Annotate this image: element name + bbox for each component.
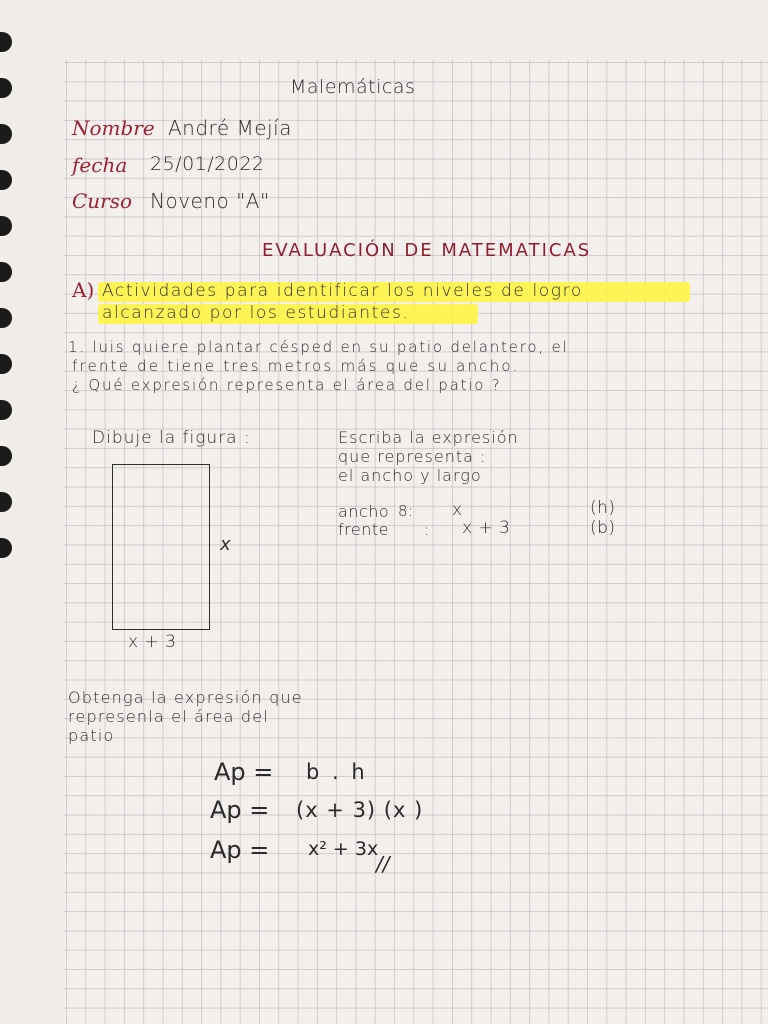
width-separator: 8: — [398, 502, 414, 520]
width-tag: (h) — [590, 498, 616, 518]
section-line-2: alcanzado por los estudiantes. — [102, 303, 410, 323]
expression-prompt-3: el ancho y largo — [338, 466, 482, 485]
section-line-1: Actividades para identificar los niveles de logro — [102, 281, 583, 301]
date-label: fecha — [72, 153, 128, 177]
patio-rectangle — [112, 464, 210, 630]
equation-3-lhs: Ap = — [210, 836, 270, 864]
equation-2-rhs: (x + 3) (x ) — [296, 798, 424, 822]
area-prompt-2: represenla el área del — [68, 707, 269, 726]
equation-1-lhs: Ap = — [214, 758, 274, 786]
front-separator: : — [424, 520, 430, 539]
rectangle-bottom-label: x + 3 — [128, 632, 177, 652]
expression-prompt-1: Escriba la expresión — [338, 428, 519, 447]
section-letter: A) — [72, 278, 95, 302]
course-label: Curso — [72, 189, 133, 213]
area-prompt-3: patio — [68, 726, 115, 745]
subject-title: Malemáticas — [290, 76, 416, 98]
width-label: ancho — [338, 502, 390, 521]
name-value: André Mejía — [168, 116, 292, 140]
evaluation-title: EVALUACIÓN DE MATEMATICAS — [262, 240, 592, 261]
equation-3-rhs: x² + 3x — [308, 838, 379, 860]
name-label: Nombre — [72, 116, 155, 140]
top-margin — [0, 0, 768, 60]
expression-prompt-2: que representa : — [338, 447, 487, 466]
problem-line-2: frente de tiene tres metros más que su ancho. — [72, 357, 520, 375]
final-answer-mark: // — [376, 852, 390, 876]
course-value: Noveno "A" — [150, 189, 270, 213]
front-value: x + 3 — [462, 518, 511, 538]
front-tag: (b) — [590, 518, 616, 538]
area-prompt-1: Obtenga la expresión que — [68, 688, 303, 707]
equation-1-rhs: b . h — [306, 760, 368, 784]
figure-prompt: Dibuje la figura : — [92, 428, 251, 448]
width-value: x — [452, 500, 463, 520]
front-label: frente — [338, 520, 389, 539]
problem-line-1: 1. luis quiere plantar césped en su patio delantero, el — [68, 338, 569, 356]
equation-2-lhs: Ap = — [210, 796, 270, 824]
left-margin — [0, 0, 64, 1024]
date-value: 25/01/2022 — [150, 153, 265, 175]
problem-line-3: ¿ Qué expresión representa el área del patio ? — [72, 376, 502, 394]
rectangle-side-label: x — [220, 534, 232, 555]
